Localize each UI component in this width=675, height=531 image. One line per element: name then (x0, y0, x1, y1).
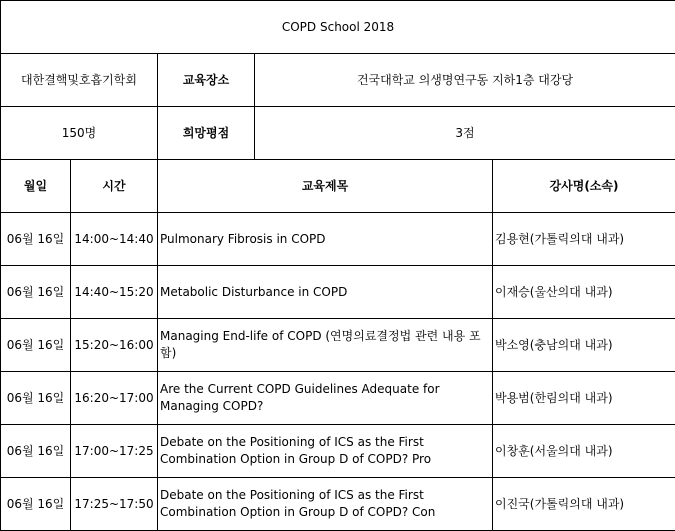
column-header-title: 교육제목 (158, 160, 493, 213)
speaker-cell: 박소영(충남의대 내과) (493, 319, 675, 372)
title-cell: Metabolic Disturbance in COPD (158, 266, 493, 319)
points-cell: 3점 (255, 107, 675, 160)
time-cell: 17:25~17:50 (71, 478, 158, 531)
title-cell: Pulmonary Fibrosis in COPD (158, 213, 493, 266)
speaker-cell: 이창훈(서울의대 내과) (493, 425, 675, 478)
title-cell: Debate on the Positioning of ICS as the First Combination Option in Group D of COPD? Con (158, 478, 493, 531)
column-header-speaker: 강사명(소속) (493, 160, 675, 213)
speaker-cell: 박용범(한림의대 내과) (493, 372, 675, 425)
date-cell: 06월 16일 (1, 266, 71, 319)
venue-label: 교육장소 (158, 54, 255, 107)
venue-cell: 건국대학교 의생명연구동 지하1층 대강당 (255, 54, 675, 107)
title-cell: Debate on the Positioning of ICS as the First Combination Option in Group D of COPD? Pro (158, 425, 493, 478)
table-row (1, 266, 675, 319)
speaker-cell: 이진국(가톨릭의대 내과) (493, 478, 675, 531)
time-cell: 17:00~17:25 (71, 425, 158, 478)
column-header-date: 월일 (1, 160, 71, 213)
time-cell: 15:20~16:00 (71, 319, 158, 372)
points-label: 희망평점 (158, 107, 255, 160)
page-title: COPD School 2018 (1, 1, 675, 54)
column-header-time: 시간 (71, 160, 158, 213)
date-cell: 06월 16일 (1, 213, 71, 266)
title-cell: Are the Current COPD Guidelines Adequate for Managing COPD? (158, 372, 493, 425)
time-cell: 14:00~14:40 (71, 213, 158, 266)
speaker-cell: 이재승(울산의대 내과) (493, 266, 675, 319)
time-cell: 16:20~17:00 (71, 372, 158, 425)
table-row (1, 372, 675, 425)
capacity-cell: 150명 (1, 107, 158, 160)
title-cell: Managing End-life of COPD (연명의료결정법 관련 내용 포함) (158, 319, 493, 372)
organizer-cell: 대한결핵및호흡기학회 (1, 54, 158, 107)
table-row (1, 319, 675, 372)
table-row (1, 425, 675, 478)
time-cell: 14:40~15:20 (71, 266, 158, 319)
table-row (1, 478, 675, 531)
column-header-row (1, 160, 675, 213)
date-cell: 06월 16일 (1, 478, 71, 531)
date-cell: 06월 16일 (1, 319, 71, 372)
date-cell: 06월 16일 (1, 425, 71, 478)
date-cell: 06월 16일 (1, 372, 71, 425)
table-row (1, 213, 675, 266)
speaker-cell: 김용현(가톨릭의대 내과) (493, 213, 675, 266)
